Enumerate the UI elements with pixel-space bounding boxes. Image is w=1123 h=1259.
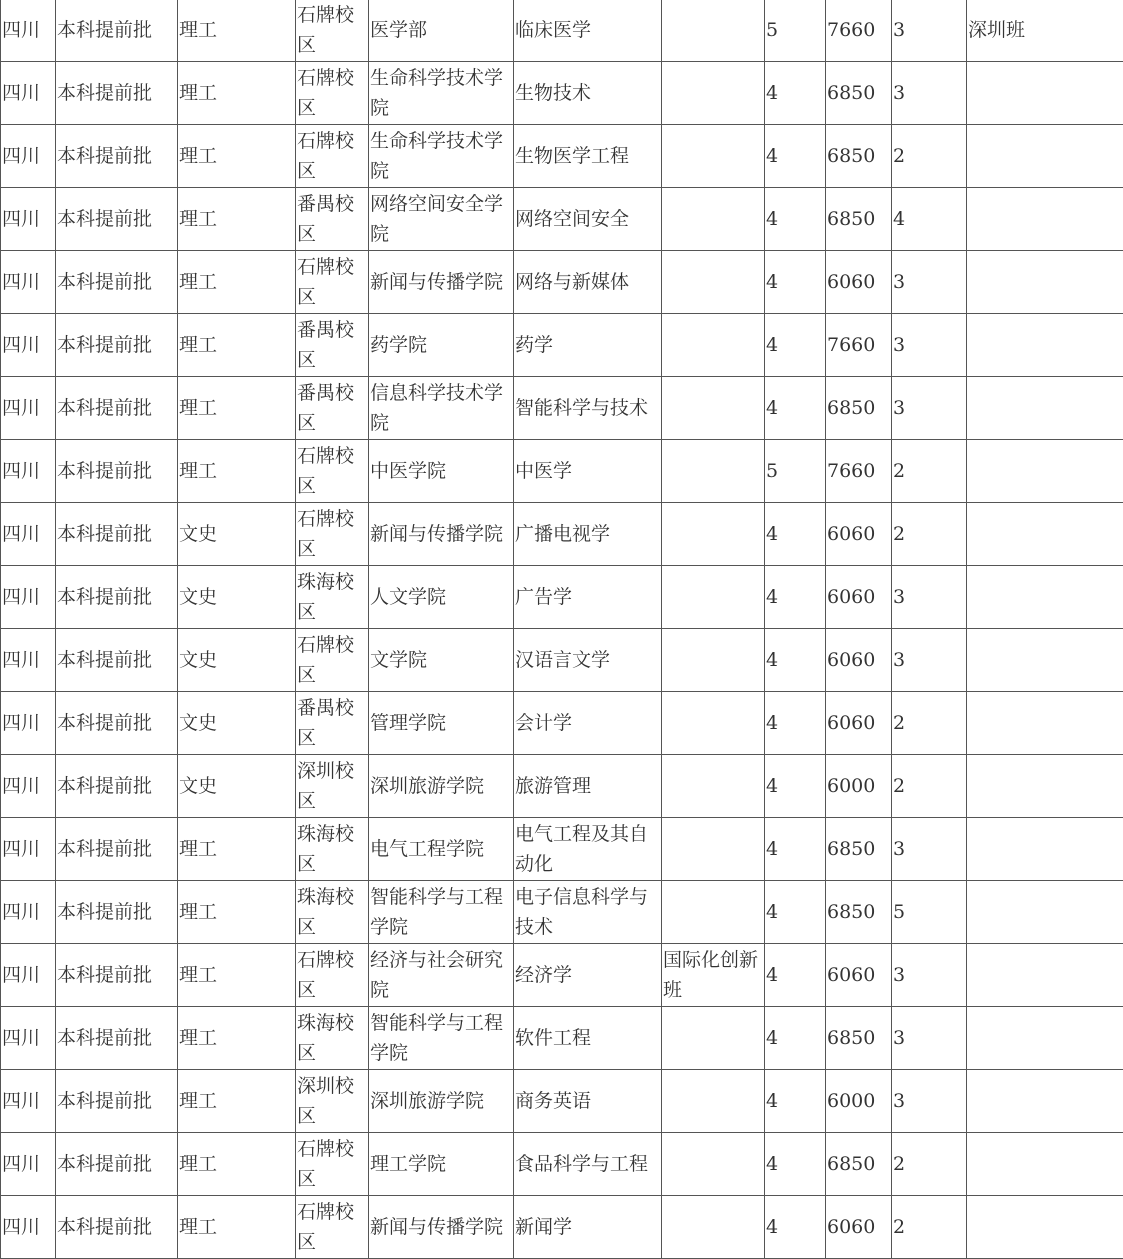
- quota-cell: 3: [892, 566, 967, 629]
- duration-cell: 5: [765, 440, 826, 503]
- note-cell: [967, 1133, 1123, 1196]
- quota-cell: 5: [892, 881, 967, 944]
- table-row: [1, 944, 1123, 1007]
- quota-cell: 3: [892, 251, 967, 314]
- province-cell: 四川: [1, 692, 56, 755]
- note-cell: [967, 755, 1123, 818]
- table-row: [1, 314, 1123, 377]
- note-cell: [967, 1196, 1123, 1259]
- major-cell: 中医学: [514, 440, 662, 503]
- major-cell: 生物技术: [514, 62, 662, 125]
- batch-cell: 本科提前批: [56, 1196, 178, 1259]
- duration-cell: 4: [765, 755, 826, 818]
- major-cell: 网络与新媒体: [514, 251, 662, 314]
- table-row: [1, 62, 1123, 125]
- major-cell: 广告学: [514, 566, 662, 629]
- subject-category-cell: 理工: [178, 944, 296, 1007]
- table-row: [1, 566, 1123, 629]
- tuition-cell: 6060: [826, 692, 892, 755]
- remarks-cell: [662, 251, 765, 314]
- province-cell: 四川: [1, 188, 56, 251]
- quota-cell: 2: [892, 440, 967, 503]
- province-cell: 四川: [1, 755, 56, 818]
- remarks-cell: [662, 440, 765, 503]
- major-cell: 广播电视学: [514, 503, 662, 566]
- table-row: [1, 818, 1123, 881]
- college-cell: 管理学院: [369, 692, 514, 755]
- table-row: [1, 251, 1123, 314]
- subject-category-cell: 理工: [178, 1196, 296, 1259]
- tuition-cell: 6850: [826, 62, 892, 125]
- note-cell: [967, 881, 1123, 944]
- province-cell: 四川: [1, 1007, 56, 1070]
- duration-cell: 4: [765, 188, 826, 251]
- remarks-cell: [662, 755, 765, 818]
- province-cell: 四川: [1, 62, 56, 125]
- major-cell: 电气工程及其自动化: [514, 818, 662, 881]
- tuition-cell: 6060: [826, 1196, 892, 1259]
- campus-cell: 石牌校区: [296, 629, 369, 692]
- batch-cell: 本科提前批: [56, 692, 178, 755]
- table-row: [1, 377, 1123, 440]
- remarks-cell: [662, 62, 765, 125]
- table-row: [1, 125, 1123, 188]
- province-cell: 四川: [1, 0, 56, 62]
- province-cell: 四川: [1, 377, 56, 440]
- campus-cell: 珠海校区: [296, 881, 369, 944]
- subject-category-cell: 理工: [178, 377, 296, 440]
- duration-cell: 4: [765, 62, 826, 125]
- duration-cell: 4: [765, 1196, 826, 1259]
- college-cell: 文学院: [369, 629, 514, 692]
- remarks-cell: [662, 1196, 765, 1259]
- note-cell: [967, 944, 1123, 1007]
- province-cell: 四川: [1, 629, 56, 692]
- remarks-cell: [662, 503, 765, 566]
- campus-cell: 石牌校区: [296, 944, 369, 1007]
- duration-cell: 4: [765, 125, 826, 188]
- tuition-cell: 6850: [826, 188, 892, 251]
- subject-category-cell: 理工: [178, 440, 296, 503]
- subject-category-cell: 理工: [178, 188, 296, 251]
- province-cell: 四川: [1, 566, 56, 629]
- campus-cell: 石牌校区: [296, 62, 369, 125]
- quota-cell: 2: [892, 1196, 967, 1259]
- province-cell: 四川: [1, 440, 56, 503]
- campus-cell: 石牌校区: [296, 251, 369, 314]
- college-cell: 电气工程学院: [369, 818, 514, 881]
- table-row: [1, 755, 1123, 818]
- table-row: [1, 1007, 1123, 1070]
- province-cell: 四川: [1, 125, 56, 188]
- batch-cell: 本科提前批: [56, 1007, 178, 1070]
- batch-cell: 本科提前批: [56, 314, 178, 377]
- province-cell: 四川: [1, 1133, 56, 1196]
- note-cell: [967, 503, 1123, 566]
- quota-cell: 3: [892, 1007, 967, 1070]
- tuition-cell: 6060: [826, 251, 892, 314]
- tuition-cell: 6850: [826, 818, 892, 881]
- batch-cell: 本科提前批: [56, 818, 178, 881]
- campus-cell: 深圳校区: [296, 1070, 369, 1133]
- quota-cell: 3: [892, 818, 967, 881]
- batch-cell: 本科提前批: [56, 125, 178, 188]
- batch-cell: 本科提前批: [56, 0, 178, 62]
- table-row: [1, 188, 1123, 251]
- quota-cell: 2: [892, 755, 967, 818]
- college-cell: 智能科学与工程学院: [369, 1007, 514, 1070]
- remarks-cell: [662, 188, 765, 251]
- quota-cell: 3: [892, 377, 967, 440]
- subject-category-cell: 理工: [178, 62, 296, 125]
- quota-cell: 3: [892, 314, 967, 377]
- subject-category-cell: 理工: [178, 881, 296, 944]
- college-cell: 深圳旅游学院: [369, 1070, 514, 1133]
- tuition-cell: 7660: [826, 0, 892, 62]
- campus-cell: 番禺校区: [296, 377, 369, 440]
- college-cell: 新闻与传播学院: [369, 503, 514, 566]
- remarks-cell: [662, 629, 765, 692]
- college-cell: 深圳旅游学院: [369, 755, 514, 818]
- batch-cell: 本科提前批: [56, 944, 178, 1007]
- remarks-cell: [662, 1007, 765, 1070]
- campus-cell: 石牌校区: [296, 1133, 369, 1196]
- duration-cell: 4: [765, 251, 826, 314]
- quota-cell: 2: [892, 125, 967, 188]
- duration-cell: 4: [765, 881, 826, 944]
- subject-category-cell: 理工: [178, 314, 296, 377]
- note-cell: [967, 62, 1123, 125]
- campus-cell: 深圳校区: [296, 755, 369, 818]
- subject-category-cell: 文史: [178, 566, 296, 629]
- college-cell: 医学部: [369, 0, 514, 62]
- major-cell: 食品科学与工程: [514, 1133, 662, 1196]
- college-cell: 经济与社会研究院: [369, 944, 514, 1007]
- tuition-cell: 6060: [826, 566, 892, 629]
- major-cell: 智能科学与技术: [514, 377, 662, 440]
- remarks-cell: [662, 0, 765, 62]
- table-body: [1, 0, 1123, 1259]
- college-cell: 新闻与传播学院: [369, 1196, 514, 1259]
- batch-cell: 本科提前批: [56, 503, 178, 566]
- province-cell: 四川: [1, 314, 56, 377]
- batch-cell: 本科提前批: [56, 377, 178, 440]
- duration-cell: 4: [765, 377, 826, 440]
- batch-cell: 本科提前批: [56, 566, 178, 629]
- campus-cell: 珠海校区: [296, 566, 369, 629]
- note-cell: [967, 251, 1123, 314]
- note-cell: [967, 440, 1123, 503]
- batch-cell: 本科提前批: [56, 62, 178, 125]
- campus-cell: 石牌校区: [296, 0, 369, 62]
- table-row: [1, 503, 1123, 566]
- table-row: [1, 440, 1123, 503]
- tuition-cell: 6850: [826, 1007, 892, 1070]
- duration-cell: 4: [765, 944, 826, 1007]
- major-cell: 网络空间安全: [514, 188, 662, 251]
- duration-cell: 4: [765, 314, 826, 377]
- note-cell: [967, 1007, 1123, 1070]
- batch-cell: 本科提前批: [56, 755, 178, 818]
- note-cell: [967, 629, 1123, 692]
- tuition-cell: 6850: [826, 1133, 892, 1196]
- note-cell: [967, 188, 1123, 251]
- major-cell: 临床医学: [514, 0, 662, 62]
- campus-cell: 番禺校区: [296, 188, 369, 251]
- quota-cell: 2: [892, 1133, 967, 1196]
- quota-cell: 3: [892, 1070, 967, 1133]
- remarks-cell: [662, 377, 765, 440]
- table-row: [1, 1133, 1123, 1196]
- tuition-cell: 7660: [826, 440, 892, 503]
- tuition-cell: 6000: [826, 755, 892, 818]
- duration-cell: 4: [765, 1007, 826, 1070]
- tuition-cell: 6850: [826, 881, 892, 944]
- major-cell: 旅游管理: [514, 755, 662, 818]
- duration-cell: 4: [765, 692, 826, 755]
- duration-cell: 4: [765, 503, 826, 566]
- major-cell: 经济学: [514, 944, 662, 1007]
- table-row: [1, 629, 1123, 692]
- quota-cell: 2: [892, 503, 967, 566]
- subject-category-cell: 理工: [178, 1133, 296, 1196]
- table-row: [1, 1070, 1123, 1133]
- college-cell: 人文学院: [369, 566, 514, 629]
- college-cell: 理工学院: [369, 1133, 514, 1196]
- campus-cell: 石牌校区: [296, 503, 369, 566]
- table-row: [1, 881, 1123, 944]
- college-cell: 智能科学与工程学院: [369, 881, 514, 944]
- remarks-cell: [662, 125, 765, 188]
- tuition-cell: 6060: [826, 629, 892, 692]
- subject-category-cell: 文史: [178, 755, 296, 818]
- tuition-cell: 6000: [826, 1070, 892, 1133]
- major-cell: 汉语言文学: [514, 629, 662, 692]
- tuition-cell: 6850: [826, 377, 892, 440]
- quota-cell: 3: [892, 944, 967, 1007]
- subject-category-cell: 理工: [178, 0, 296, 62]
- duration-cell: 4: [765, 629, 826, 692]
- major-cell: 新闻学: [514, 1196, 662, 1259]
- duration-cell: 4: [765, 818, 826, 881]
- province-cell: 四川: [1, 251, 56, 314]
- tuition-cell: 6850: [826, 125, 892, 188]
- subject-category-cell: 文史: [178, 629, 296, 692]
- subject-category-cell: 理工: [178, 1070, 296, 1133]
- subject-category-cell: 理工: [178, 1007, 296, 1070]
- duration-cell: 5: [765, 0, 826, 62]
- major-cell: 生物医学工程: [514, 125, 662, 188]
- campus-cell: 石牌校区: [296, 125, 369, 188]
- college-cell: 生命科学技术学院: [369, 125, 514, 188]
- tuition-cell: 6060: [826, 503, 892, 566]
- college-cell: 新闻与传播学院: [369, 251, 514, 314]
- note-cell: [967, 818, 1123, 881]
- note-cell: [967, 314, 1123, 377]
- note-cell: [967, 125, 1123, 188]
- major-cell: 会计学: [514, 692, 662, 755]
- province-cell: 四川: [1, 818, 56, 881]
- province-cell: 四川: [1, 1196, 56, 1259]
- major-cell: 软件工程: [514, 1007, 662, 1070]
- province-cell: 四川: [1, 881, 56, 944]
- province-cell: 四川: [1, 503, 56, 566]
- college-cell: 信息科学技术学院: [369, 377, 514, 440]
- major-cell: 药学: [514, 314, 662, 377]
- tuition-cell: 7660: [826, 314, 892, 377]
- college-cell: 药学院: [369, 314, 514, 377]
- note-cell: [967, 1070, 1123, 1133]
- duration-cell: 4: [765, 1133, 826, 1196]
- college-cell: 中医学院: [369, 440, 514, 503]
- province-cell: 四川: [1, 944, 56, 1007]
- remarks-cell: [662, 818, 765, 881]
- campus-cell: 石牌校区: [296, 440, 369, 503]
- note-cell: [967, 377, 1123, 440]
- campus-cell: 番禺校区: [296, 314, 369, 377]
- campus-cell: 珠海校区: [296, 818, 369, 881]
- remarks-cell: [662, 1133, 765, 1196]
- batch-cell: 本科提前批: [56, 188, 178, 251]
- quota-cell: 3: [892, 62, 967, 125]
- batch-cell: 本科提前批: [56, 1133, 178, 1196]
- batch-cell: 本科提前批: [56, 251, 178, 314]
- remarks-cell: [662, 566, 765, 629]
- remarks-cell: [662, 692, 765, 755]
- quota-cell: 2: [892, 692, 967, 755]
- note-cell: 深圳班: [967, 0, 1123, 62]
- quota-cell: 4: [892, 188, 967, 251]
- batch-cell: 本科提前批: [56, 440, 178, 503]
- subject-category-cell: 文史: [178, 692, 296, 755]
- major-cell: 电子信息科学与技术: [514, 881, 662, 944]
- remarks-cell: 国际化创新班: [662, 944, 765, 1007]
- college-cell: 生命科学技术学院: [369, 62, 514, 125]
- note-cell: [967, 692, 1123, 755]
- subject-category-cell: 理工: [178, 125, 296, 188]
- campus-cell: 石牌校区: [296, 1196, 369, 1259]
- table-row: [1, 1196, 1123, 1259]
- campus-cell: 珠海校区: [296, 1007, 369, 1070]
- batch-cell: 本科提前批: [56, 881, 178, 944]
- remarks-cell: [662, 1070, 765, 1133]
- subject-category-cell: 理工: [178, 818, 296, 881]
- quota-cell: 3: [892, 0, 967, 62]
- table-row: [1, 692, 1123, 755]
- tuition-cell: 6060: [826, 944, 892, 1007]
- duration-cell: 4: [765, 1070, 826, 1133]
- remarks-cell: [662, 314, 765, 377]
- campus-cell: 番禺校区: [296, 692, 369, 755]
- province-cell: 四川: [1, 1070, 56, 1133]
- batch-cell: 本科提前批: [56, 629, 178, 692]
- note-cell: [967, 566, 1123, 629]
- table-row: [1, 0, 1123, 62]
- quota-cell: 3: [892, 629, 967, 692]
- major-cell: 商务英语: [514, 1070, 662, 1133]
- batch-cell: 本科提前批: [56, 1070, 178, 1133]
- subject-category-cell: 理工: [178, 251, 296, 314]
- college-cell: 网络空间安全学院: [369, 188, 514, 251]
- subject-category-cell: 文史: [178, 503, 296, 566]
- duration-cell: 4: [765, 566, 826, 629]
- remarks-cell: [662, 881, 765, 944]
